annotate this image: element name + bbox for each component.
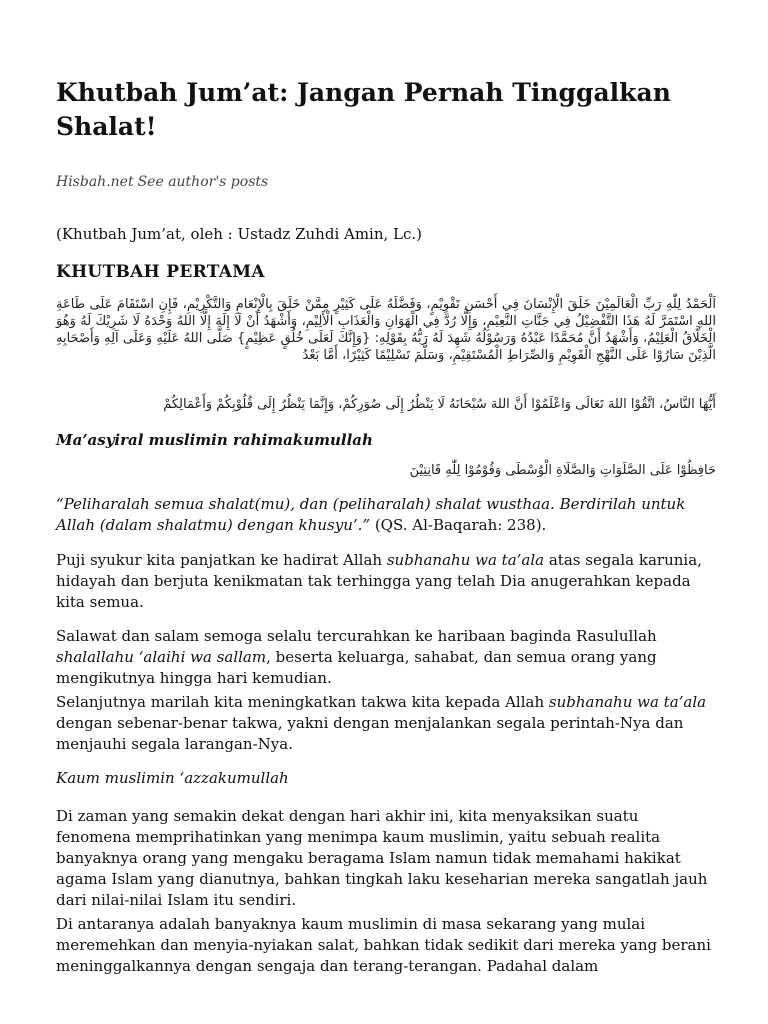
paragraph-2-italic: shalallahu ‘alaihi wa sallam [56, 648, 267, 666]
paragraph-1 [56, 550, 716, 613]
verse-reference: (QS. Al-Baqarah: 238). [370, 516, 547, 534]
arabic-verse: حَافِظُوْا عَلَى الصَّلَوَاتِ وَالصَّلَاةِ الْوُسْطَى وَقُوْمُوْا لِلّٰهِ قَانِتِيْنَ [409, 463, 716, 478]
paragraph-1-text: Puji syukur kita panjatkan ke hadirat Allah [56, 551, 387, 569]
verse-translation-text: “Peliharalah semua shalat(mu), dan (peliharalah) shalat wusthaa. Berdirilah untuk Allah (dalam shalatmu) dengan khusyu’.” [56, 495, 686, 534]
paragraph-4: Di zaman yang semakin dekat dengan hari akhir ini, kita menyaksikan suatu fenomena memprihatinkan yang menimpa kaum muslimin, yaitu sebuah realita banyaknya orang yang mengaku beragama Islam namun tidak memahami hakikat agama Islam yang dianutnya, bahkan tingkah laku keseharian mereka sangatlah jauh dari nilai-nilai Islam itu sendiri. [56, 807, 708, 909]
paragraph-2-text-end: , beserta keluarga, sahabat, dan semua orang yang mengikutnya hingga hari kemudian. [56, 648, 657, 687]
source-link[interactable]: Hisbah.net [56, 174, 134, 190]
paragraph-3-text: Selanjutnya marilah kita meningkatkan takwa kita kepada Allah [56, 693, 549, 711]
verse-translation [56, 494, 716, 536]
paragraph-1-text-end: atas segala karunia, hidayah dan berjuta kenikmatan tak terhingga yang telah Dia anugerahkan kepada kita semua. [56, 551, 702, 611]
paragraph-1-italic: subhanahu wa ta’ala [386, 551, 545, 569]
address-heading-2: Kaum muslimin ‘azzakumullah [56, 769, 289, 787]
paragraph-3 [56, 692, 716, 755]
khutbah-intro: (Khutbah Jum’at, oleh : Ustadz Zuhdi Amin, Lc.) [56, 225, 423, 243]
paragraph-2 [56, 626, 716, 689]
address-heading-1: Ma’asyiral muslimin rahimakumullah [56, 431, 373, 449]
byline [56, 174, 272, 190]
article-title: Khutbah Jum’at: Jangan Pernah Tinggalkan Shalat! [56, 78, 671, 141]
paragraph-2-text: Salawat dan salam semoga selalu tercurahkan ke haribaan baginda Rasulullah [56, 627, 657, 645]
author-posts-link[interactable]: See author's posts [137, 174, 269, 190]
arabic-second: أَيُّهَا النَّاسُ، اتَّقُوْا اللهَ تَعَالَى وَاعْلَمُوْا أَنَّ اللهَ سُبْحَانَهُ لَا يَنْظُرُ إِلَى صُوَرِكُمْ، وَإِنَّمَا يَنْظُرُ إِلَى قُلُوْبِكُمْ وَأَعْمَالِكُمْ [163, 397, 716, 412]
paragraph-5: Di antaranya adalah banyaknya kaum muslimin di masa sekarang yang mulai meremehkan dan menyia-nyiakan salat, bahkan tidak sedikit dari mereka yang berani meninggalkannya dengan sengaja dan terang-terangan. Padahal dalam [56, 915, 711, 975]
paragraph-3-italic: subhanahu wa ta’ala [548, 693, 707, 711]
section-heading: KHUTBAH PERTAMA [56, 262, 265, 282]
paragraph-3-text-end: dengan sebenar-benar takwa, yakni dengan menjalankan segala perintah-Nya dan menjauhi segala larangan-Nya. [56, 714, 684, 753]
arabic-opening: اَلْحَمْدُ لِلّٰهِ رَبِّ الْعَالَمِيْنَ خَلَقَ الْإِنْسَانَ فِي أَحْسَنِ تَقْوِيْمٍ، وَفَضَّلَهُ عَلَى كَثِيْرٍ مِمَّنْ خَلَقَ بِالْإِنْعَامِ وَالتَّكْرِيْمِ، فَإِنِ اسْتَقَامَ عَلَى طَاعَةِ اللهِ اسْتَمَرَّ لَهُ هَذَا التَّفْضِيْلُ فِي جَنَّاتِ النَّعِيْمِ، وَإِلَّا رُدَّ فِي الْهَوَانِ وَالْعَذَابِ الْأَلِيْمِ، وَأَشْهَدُ أَنْ لَا إِلَهَ إِلَّا اللهُ وَحْدَهُ لَا شَرِيْكَ لَهُ وَهُوَ الْخَلَّاقُ الْعَلِيْمُ، وَأَشْهَدُ أَنَّ مُحَمَّدًا عَبْدُهُ وَرَسُوْلُهُ شَهِدَ لَهُ رَبُّهُ بِقَوْلِهِ: {وَإِنَّكَ لَعَلَى خُلُقٍ عَظِيْمٍ} صَلَّى اللهُ عَلَيْهِ وَعَلَى آلِهِ وَأَصْحَابِهِ الَّذِيْنَ سَارُوْا عَلَى النَّهْجِ الْقَوِيْمِ وَالصِّرَاطِ الْمُسْتَقِيْمِ، وَسَلَّمَ تَسْلِيْمًا كَثِيْرًا، أَمَّا بَعْدُ [56, 297, 716, 363]
